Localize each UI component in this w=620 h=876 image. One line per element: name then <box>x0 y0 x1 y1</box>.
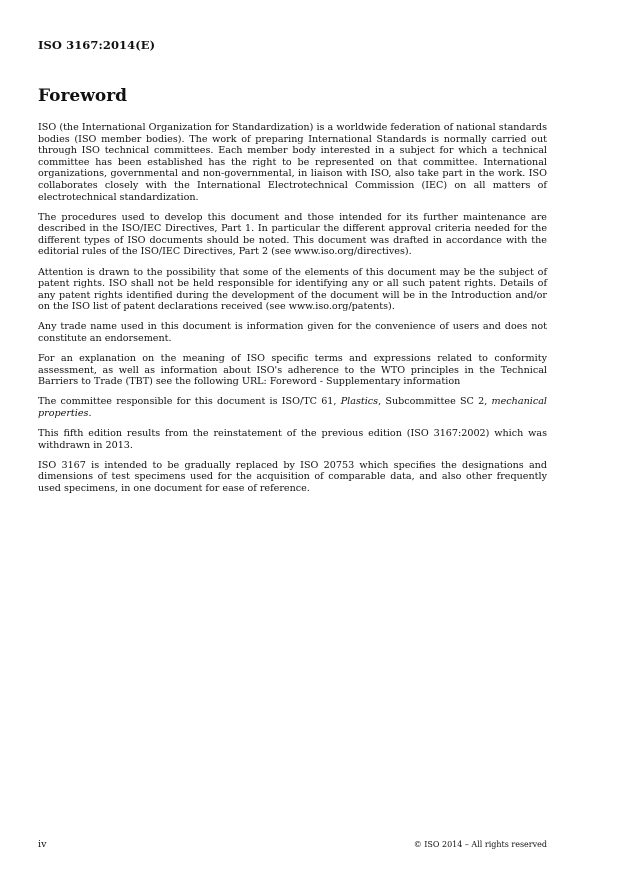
page-title: Foreword <box>38 86 128 106</box>
paragraph-edition: This fifth edition results from the reinstatement of the previous edition (ISO 3167:2002) which was withdrawn in 2013. <box>38 428 547 451</box>
subcommittee-name-mechanical-properties: mechanical properties <box>38 396 547 419</box>
paragraph-patent-rights: Attention is drawn to the possibility that some of the elements of this document may be the subject of patent rights. ISO shall not be held responsible for identifying any or all such patent rights. Details of any patent rights identified during the development of the document will be in the Introduction and/or on the ISO list of patent declarations received (see www.iso.org/patents). <box>38 266 547 313</box>
document-id-header: ISO 3167:2014(E) <box>38 38 156 52</box>
paragraph-replacement: ISO 3167 is intended to be gradually replaced by ISO 20753 which specifies the designations and dimensions of test specimens used for the acquisition of comparable data, and also other frequently used specimens, in one document for ease of reference. <box>38 459 547 494</box>
paragraph-trade-names: Any trade name used in this document is information given for the convenience of users and does not constitute an endorsement. <box>38 321 547 344</box>
committee-text-start: The committee responsible for this document is ISO/TC 61, <box>38 396 341 408</box>
paragraph-procedures: The procedures used to develop this document and those intended for its further maintenance are described in the ISO/IEC Directives, Part 1. In particular the different approval criteria needed for the different types of ISO documents should be noted. This document was drafted in accordance with the editorial rules of the ISO/IEC Directives, Part 2 (see www.iso.org/directives). <box>38 211 547 258</box>
committee-name-plastics: Plastics <box>340 396 379 408</box>
paragraph-iso-federation: ISO (the International Organization for Standardization) is a worldwide federation of national standards bodies (ISO member bodies). The work of preparing International Standards is normally carried out through ISO technical committees. Each member body interested in a subject for which a technical committee has been established has the right to be represented on that committee. International organizations, governmental and non-governmental, in liaison with ISO, also take part in the work. ISO collaborates closely with the International Electrotechnical Commission (IEC) on all matters of electrotechnical standardization. <box>38 122 547 203</box>
committee-text-middle: , Subcommittee SC 2, <box>378 396 492 408</box>
paragraph-conformity-assessment: For an explanation on the meaning of ISO specific terms and expressions related to conformity assessment, as well as information about ISO's adherence to the WTO principles in the Technical Barriers to Trade (TBT) see the following URL: Foreword - Supplementary information <box>38 353 547 388</box>
committee-text-end: . <box>88 407 92 419</box>
paragraph-committee <box>38 396 547 419</box>
foreword-body <box>38 122 547 503</box>
copyright-notice: © ISO 2014 – All rights reserved <box>413 840 547 849</box>
page-number: iv <box>38 839 47 850</box>
